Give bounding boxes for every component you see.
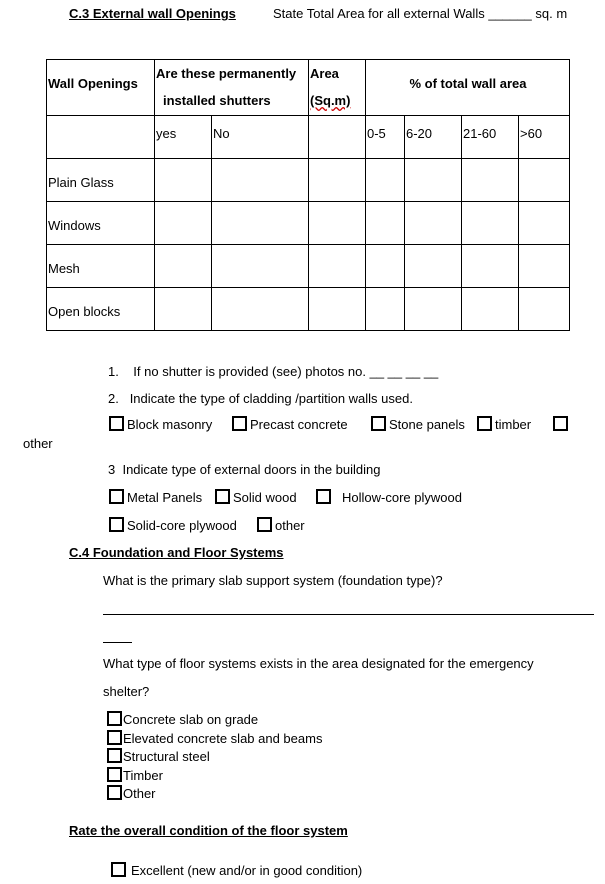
total-area-blank[interactable]: ______	[488, 6, 532, 21]
checkbox[interactable]	[107, 711, 122, 726]
option-label: Block masonry	[127, 417, 213, 432]
total-area-unit: sq. m	[535, 6, 568, 21]
header-area-line1: Area	[310, 66, 339, 81]
table-cell[interactable]	[366, 202, 405, 245]
option-label: Metal Panels	[127, 490, 203, 505]
checkbox[interactable]	[371, 416, 386, 431]
cell-empty	[309, 116, 366, 159]
option-label: Other	[123, 786, 156, 801]
cladding-option-stone-panels[interactable]	[371, 416, 465, 432]
cladding-option-precast-concrete[interactable]	[232, 416, 348, 432]
foundation-question: What is the primary slab support system (foundation type)?	[103, 573, 443, 588]
checkbox[interactable]	[553, 416, 568, 431]
table-cell[interactable]	[405, 159, 462, 202]
header-shutters-line2: installed shutters	[163, 93, 271, 108]
rate-condition-heading: Rate the overall condition of the floor system	[69, 823, 348, 838]
q1-blanks[interactable]: __ __ __ __	[369, 364, 439, 379]
total-area-label	[273, 6, 567, 21]
table-cell[interactable]	[366, 245, 405, 288]
table-cell[interactable]	[155, 159, 212, 202]
table-cell[interactable]	[155, 245, 212, 288]
foundation-answer-line-2[interactable]	[103, 642, 132, 643]
option-label: Precast concrete	[250, 417, 348, 432]
checkbox[interactable]	[109, 416, 124, 431]
table-header-row	[47, 60, 570, 116]
pct-range-0: 0-5	[366, 116, 405, 159]
cladding-option-other-checkbox[interactable]	[553, 416, 571, 432]
floor-question-line1: What type of floor systems exists in the area designated for the emergency	[103, 656, 534, 671]
q1-text: If no shutter is provided (see) photos no.	[133, 364, 366, 379]
question-3	[108, 462, 380, 477]
door-option-solid-wood[interactable]	[215, 489, 297, 505]
checkbox[interactable]	[107, 730, 122, 745]
q2-text: Indicate the type of cladding /partition walls used.	[129, 391, 413, 406]
table-row	[47, 159, 570, 202]
option-label: Concrete slab on grade	[123, 712, 259, 727]
table-cell[interactable]	[155, 202, 212, 245]
section-c4-heading: C.4 Foundation and Floor Systems	[69, 545, 284, 560]
table-cell[interactable]	[212, 159, 309, 202]
pct-range-3: >60	[519, 116, 570, 159]
subheader-yes: yes	[155, 116, 212, 159]
wall-openings-table	[46, 59, 570, 331]
option-label: Structural steel	[123, 749, 210, 764]
table-cell[interactable]	[212, 245, 309, 288]
table-cell[interactable]	[309, 159, 366, 202]
checkbox[interactable]	[107, 767, 122, 782]
table-row	[47, 288, 570, 331]
checkbox[interactable]	[111, 862, 126, 877]
floor-option-elevated-slab[interactable]	[107, 730, 322, 746]
checkbox[interactable]	[257, 517, 272, 532]
table-cell[interactable]	[405, 202, 462, 245]
option-label: Excellent (new and/or in good condition)	[131, 863, 363, 878]
floor-option-structural-steel[interactable]	[107, 748, 210, 764]
option-label: Solid-core plywood	[127, 518, 237, 533]
table-cell[interactable]	[212, 288, 309, 331]
checkbox[interactable]	[215, 489, 230, 504]
checkbox[interactable]	[477, 416, 492, 431]
cladding-option-timber[interactable]	[477, 416, 531, 432]
table-cell[interactable]	[405, 288, 462, 331]
table-cell[interactable]	[366, 159, 405, 202]
door-option-metal-panels[interactable]	[109, 489, 202, 505]
table-cell[interactable]	[309, 245, 366, 288]
table-subheader-row	[47, 116, 570, 159]
rate-option-excellent[interactable]	[111, 862, 362, 878]
cladding-option-block-masonry[interactable]	[109, 416, 212, 432]
header-area-line2: (Sq.m)	[310, 93, 351, 108]
q1-number: 1.	[108, 364, 119, 379]
q3-number: 3	[108, 462, 116, 477]
table-cell[interactable]	[519, 202, 570, 245]
door-option-hollow-core[interactable]	[316, 489, 462, 505]
table-cell[interactable]	[462, 245, 519, 288]
option-label: Hollow-core plywood	[342, 490, 462, 505]
header-shutters-line1: Are these permanently	[156, 66, 297, 81]
row-label-windows: Windows	[47, 202, 155, 245]
section-c3-heading: C.3 External wall Openings	[69, 6, 236, 21]
q2-number: 2.	[108, 391, 119, 406]
header-area	[309, 60, 366, 116]
table-cell[interactable]	[309, 288, 366, 331]
checkbox[interactable]	[107, 748, 122, 763]
option-label: Timber	[123, 768, 163, 783]
checkbox[interactable]	[107, 785, 122, 800]
table-cell[interactable]	[462, 159, 519, 202]
table-cell[interactable]	[462, 288, 519, 331]
option-label: Elevated concrete slab and beams	[123, 731, 323, 746]
foundation-answer-line[interactable]	[103, 614, 594, 615]
floor-option-concrete-slab[interactable]	[107, 711, 258, 727]
option-label: Stone panels	[389, 417, 465, 432]
table-row	[47, 245, 570, 288]
table-cell[interactable]	[212, 202, 309, 245]
checkbox[interactable]	[109, 489, 124, 504]
table-cell[interactable]	[309, 202, 366, 245]
cladding-option-other-label: other	[23, 436, 53, 451]
header-wall-openings: Wall Openings	[47, 60, 155, 116]
pct-range-2: 21-60	[462, 116, 519, 159]
header-shutters	[155, 60, 309, 116]
floor-option-other[interactable]	[107, 785, 156, 801]
option-label: other	[275, 518, 305, 533]
option-label: timber	[495, 417, 532, 432]
cell-empty	[47, 116, 155, 159]
header-percent: % of total wall area	[366, 60, 570, 116]
checkbox[interactable]	[316, 489, 331, 504]
question-1	[108, 364, 438, 379]
q3-text: Indicate type of external doors in the building	[122, 462, 381, 477]
checkbox[interactable]	[109, 517, 124, 532]
table-cell[interactable]	[519, 159, 570, 202]
table-cell[interactable]	[519, 288, 570, 331]
row-label-plain-glass: Plain Glass	[47, 159, 155, 202]
pct-range-1: 6-20	[405, 116, 462, 159]
floor-option-timber[interactable]	[107, 767, 163, 783]
door-option-other[interactable]	[257, 517, 305, 533]
table-cell[interactable]	[462, 202, 519, 245]
table-cell[interactable]	[519, 245, 570, 288]
row-label-mesh: Mesh	[47, 245, 155, 288]
checkbox[interactable]	[232, 416, 247, 431]
table-cell[interactable]	[405, 245, 462, 288]
total-area-text: State Total Area for all external Walls	[273, 6, 485, 21]
table-cell[interactable]	[155, 288, 212, 331]
floor-question-line2: shelter?	[103, 684, 150, 699]
table-cell[interactable]	[366, 288, 405, 331]
table-row	[47, 202, 570, 245]
option-label: Solid wood	[233, 490, 297, 505]
row-label-open-blocks: Open blocks	[47, 288, 155, 331]
question-2	[108, 391, 413, 406]
subheader-no: No	[212, 116, 309, 159]
door-option-solid-core[interactable]	[109, 517, 237, 533]
